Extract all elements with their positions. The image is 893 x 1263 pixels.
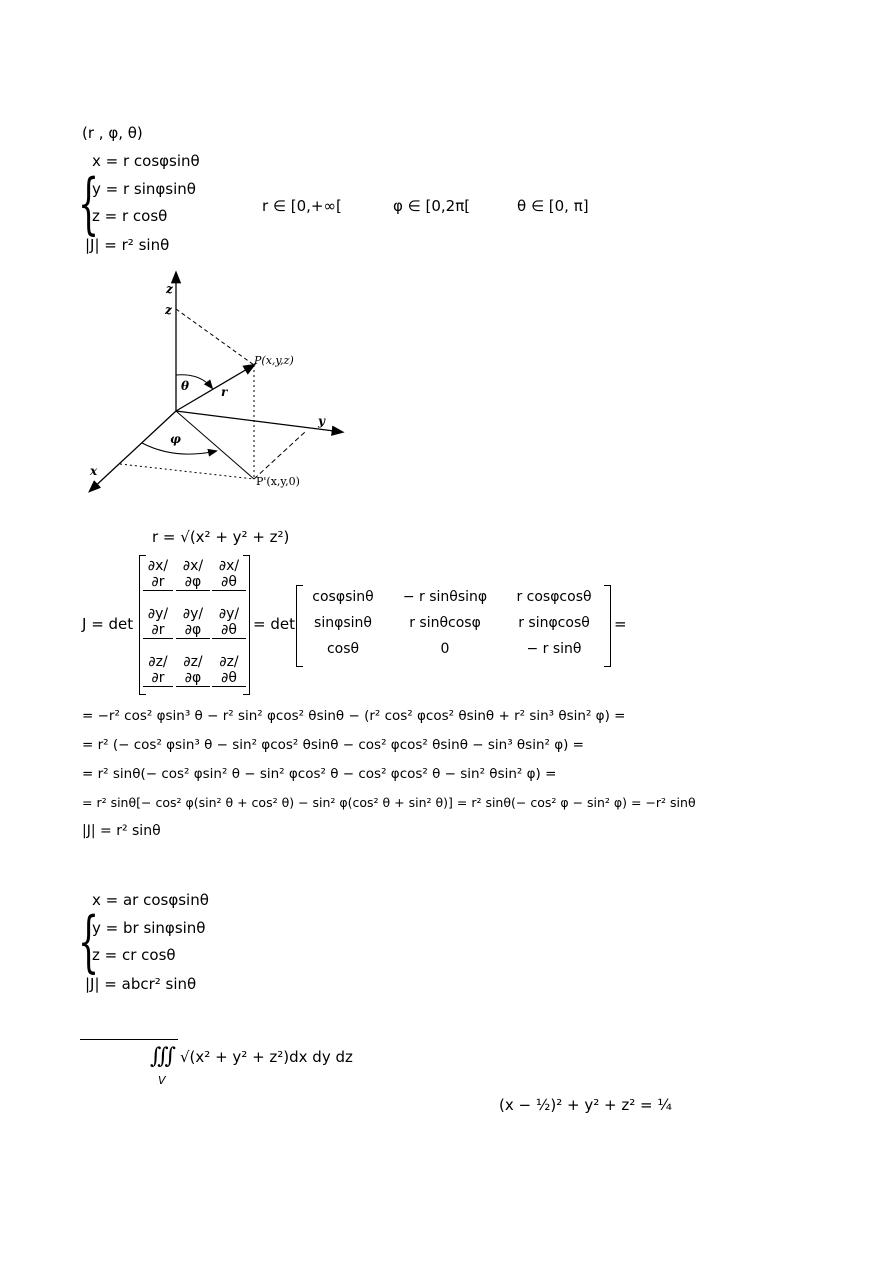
range-r: r ∈ [0,+∞[ [262,197,342,215]
matrix-r1-c1: cosφsinθ [312,589,374,605]
spherical-x: x = r cosφsinθ [92,152,200,170]
ellipsoidal-y: y = br sinφsinθ [92,919,206,937]
coords-tuple: (r , φ, θ) [82,124,143,142]
ellipsoidal-brace: { [78,903,99,980]
label-p-proj: P'(x,y,0) [256,475,300,488]
r-formula: r = √(x² + y² + z²) [152,528,290,546]
sphere-equation: (x − ½)² + y² + z² = ¼ [499,1096,672,1114]
step-2: = r² (− cos² φsin³ θ − sin² φcos² θsinθ − cos² φcos² θsinθ − sin³ θsin² φ) = [82,737,584,753]
triple-integral-symbol: ∭ [150,1044,177,1069]
jacobian-eq-end: = [614,615,627,633]
partial-z-r: ∂z/∂r [143,654,173,687]
system-brace: { [78,165,99,242]
separator-rule [80,1039,178,1040]
spherical-z: z = r cosθ [92,207,168,225]
step-4: = r² sinθ[− cos² φ(sin² θ + cos² θ) − sin² φ(cos² θ + sin² θ)] = r² sinθ(− cos² φ − sin² φ) = −r² sinθ [82,795,696,810]
jacobian-lhs: J = det [82,615,134,633]
range-phi: φ ∈ [0,2π[ [393,197,471,215]
matrix-r2-c3: r sinφcosθ [518,615,590,631]
partial-z-theta: ∂z/∂θ [212,654,246,687]
label-r: r [221,385,228,399]
label-z-top: z [166,282,173,296]
range-theta: θ ∈ [0, π] [517,197,589,215]
matrix-r1-c3: r cosφcosθ [516,589,592,605]
jacobian-eq-det: = det [253,615,295,633]
label-p: P(x,y,z) [254,354,294,367]
matrix-r1-c2: − r sinθsinφ [402,589,488,605]
matrix-r3-c1: cosθ [326,641,360,657]
spherical-y: y = r sinφsinθ [92,180,196,198]
projection-line [176,411,254,479]
partial-y-phi: ∂y/∂φ [176,606,210,639]
partial-x-r: ∂x/∂r [143,558,173,591]
label-theta: θ [181,379,190,393]
label-z-mark: z [165,303,172,317]
label-phi: φ [170,432,181,446]
integral-domain: V [158,1074,166,1087]
step-5: |J| = r² sinθ [82,823,161,839]
spherical-coordinates-figure [80,265,360,500]
ellipsoidal-jacobian: |J| = abcr² sinθ [85,975,197,993]
ellipsoidal-x: x = ar cosφsinθ [92,891,209,909]
partial-x-theta: ∂x/∂θ [212,558,246,591]
matrix-r3-c3: − r sinθ [526,641,582,657]
step-1: = −r² cos² φsin³ θ − r² sin² φcos² θsinθ − (r² cos² φcos² θsinθ + r² sin³ θsin² φ) = [82,708,626,724]
partial-y-r: ∂y/∂r [143,606,173,639]
partial-x-phi: ∂x/∂φ [176,558,210,591]
label-x: x [90,464,98,478]
matrix-r3-c2: 0 [440,641,450,657]
matrix-r2-c1: sinφsinθ [314,615,372,631]
ellipsoidal-z: z = cr cosθ [92,946,176,964]
spherical-jacobian: |J| = r² sinθ [85,236,170,254]
partial-y-theta: ∂y/∂θ [212,606,246,639]
partial-z-phi: ∂z/∂φ [176,654,210,687]
matrix-r2-c2: r sinθcosφ [409,615,481,631]
step-3: = r² sinθ(− cos² φsin² θ − sin² φcos² θ − cos² φcos² θ − sin² θsin² φ) = [82,766,557,782]
label-y: y [318,414,325,428]
integral-integrand: √(x² + y² + z²)dx dy dz [180,1048,353,1066]
